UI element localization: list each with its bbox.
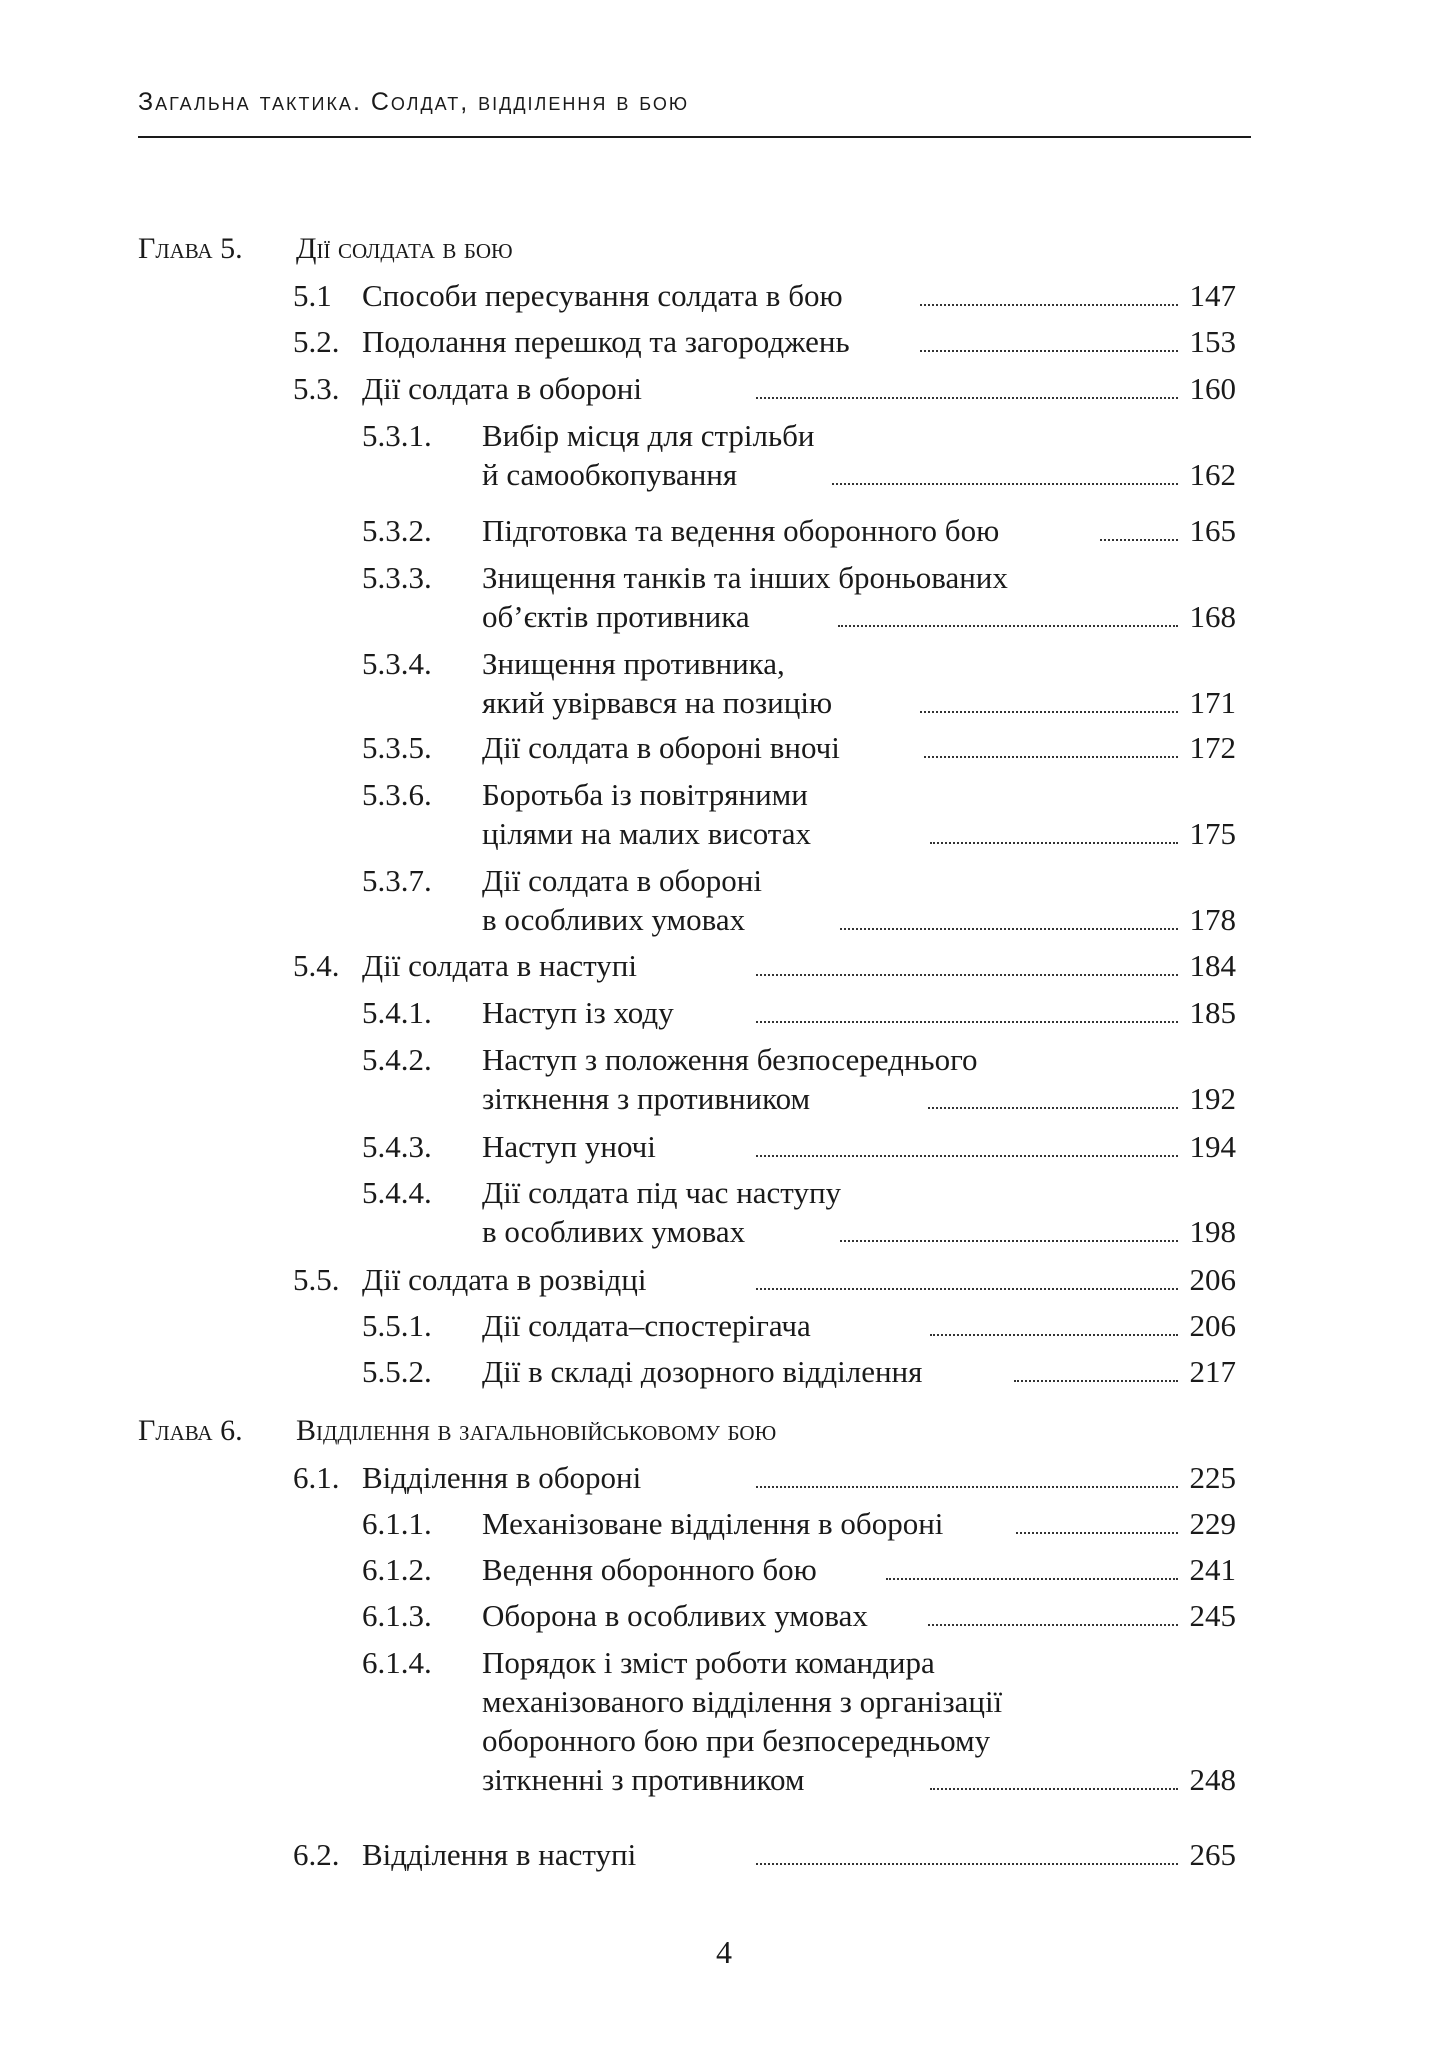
toc-entry-number: 5.3.7. xyxy=(362,863,432,898)
toc-entry-number: 5.3.5. xyxy=(362,730,432,765)
toc-entry-page: 241 xyxy=(1189,1552,1236,1587)
toc-entry-number: 5.4.1. xyxy=(362,995,432,1030)
toc-entry-page: 165 xyxy=(1189,513,1236,548)
toc-entry-page: 184 xyxy=(1189,948,1236,983)
toc-entry-title xyxy=(362,1260,646,1299)
toc-entry-number: 5.5.2. xyxy=(362,1354,432,1389)
toc-entry-title xyxy=(362,322,850,361)
toc-entry-page: 160 xyxy=(1189,371,1236,406)
toc-entry-page: 175 xyxy=(1189,816,1236,851)
dot-leader xyxy=(1016,1532,1178,1534)
toc-entry-title xyxy=(482,644,832,722)
toc-entry-number: 5.3.6. xyxy=(362,777,432,812)
toc-entry-page: 194 xyxy=(1189,1129,1236,1164)
toc-entry-title-line: Дії солдата–спостерігача xyxy=(482,1308,811,1343)
running-header: Загальна тактика. Солдат, відділення в бою xyxy=(138,88,690,116)
dot-leader xyxy=(928,1624,1178,1626)
dot-leader xyxy=(756,1155,1178,1157)
toc-entry-page: 172 xyxy=(1189,730,1236,765)
toc-entry-title-line: Наступ уночі xyxy=(482,1129,656,1164)
dot-leader xyxy=(924,756,1178,758)
toc-entry-title-line: об’єктів противника xyxy=(482,599,750,634)
dot-leader xyxy=(756,1486,1178,1488)
toc-entry-title-line: Дії солдата в обороні xyxy=(482,863,762,898)
toc-entry-title-line: Наступ з положення безпосереднього xyxy=(482,1042,978,1077)
toc-entry-title-line: Ведення оборонного бою xyxy=(482,1552,817,1587)
dot-leader xyxy=(838,625,1178,627)
toc-entry-number: 6.2. xyxy=(293,1837,340,1872)
dot-leader xyxy=(920,711,1178,713)
dot-leader xyxy=(840,928,1178,930)
toc-entry-number: 5.3.2. xyxy=(362,513,432,548)
toc-entry-title xyxy=(482,1173,841,1251)
toc-entry-number: 5.4. xyxy=(293,948,340,983)
toc-entry-title xyxy=(362,1835,636,1874)
toc-entry-title xyxy=(362,276,843,315)
toc-entry-title-line: Дії солдата в обороні вночі xyxy=(482,730,840,765)
toc-entry-title xyxy=(482,1596,868,1635)
chapter-label: Глава 6. xyxy=(138,1414,243,1447)
toc-entry-title xyxy=(482,1643,1002,1799)
toc-entry-number: 5.3.1. xyxy=(362,418,432,453)
toc-entry-title xyxy=(482,416,815,494)
dot-leader xyxy=(886,1578,1178,1580)
toc-entry-title xyxy=(482,511,999,550)
toc-entry-number: 5.4.3. xyxy=(362,1129,432,1164)
toc-entry-title-line: Порядок і зміст роботи командира xyxy=(482,1645,935,1680)
toc-entry-page: 192 xyxy=(1189,1081,1236,1116)
toc-entry-page: 153 xyxy=(1189,324,1236,359)
page-number: 4 xyxy=(716,1934,732,1970)
toc-entry-page: 248 xyxy=(1189,1762,1236,1797)
toc-entry-number: 5.3. xyxy=(293,371,340,406)
dot-leader xyxy=(920,350,1178,352)
toc-entry-title-line: в особливих умовах xyxy=(482,1214,746,1249)
toc-entry-title-line: в особливих умовах xyxy=(482,902,746,937)
dot-leader xyxy=(756,397,1178,399)
toc-entry-number: 5.4.4. xyxy=(362,1175,432,1210)
toc-entry-title-line: зіткнення з противником xyxy=(482,1081,811,1116)
dot-leader xyxy=(1014,1380,1178,1382)
dot-leader xyxy=(832,483,1178,485)
toc-entry-title-line: й самообкопування xyxy=(482,457,738,492)
toc-entry-title-line: механізованого відділення з організації xyxy=(482,1684,1003,1719)
toc-entry-title-line: Подолання перешкод та загороджень xyxy=(362,324,850,359)
toc-entry-page: 185 xyxy=(1189,995,1236,1030)
toc-entry-title-line: зіткненні з противником xyxy=(482,1762,805,1797)
toc-entry-title xyxy=(482,1306,811,1345)
toc-entry-title-line: Знищення противника, xyxy=(482,646,785,681)
toc-entry-page: 225 xyxy=(1189,1460,1236,1495)
toc-entry-number: 5.5. xyxy=(293,1262,340,1297)
toc-entry-title-line: цілями на малих висотах xyxy=(482,816,811,851)
toc-entry-page: 206 xyxy=(1189,1308,1236,1343)
toc-entry-title-line: Дії солдата в обороні xyxy=(362,371,642,406)
toc-entry-number: 5.1 xyxy=(293,278,332,313)
dot-leader xyxy=(930,842,1178,844)
toc-entry-page: 171 xyxy=(1189,685,1236,720)
toc-entry-number: 5.5.1. xyxy=(362,1308,432,1343)
toc-entry-number: 6.1. xyxy=(293,1460,340,1495)
chapter-title: Дії солдата в бою xyxy=(296,232,513,265)
toc-entry-title xyxy=(482,775,811,853)
toc-entry-page: 168 xyxy=(1189,599,1236,634)
dot-leader xyxy=(756,1288,1178,1290)
toc-entry-page: 147 xyxy=(1189,278,1236,313)
toc-entry-title-line: Відділення в обороні xyxy=(362,1460,642,1495)
toc-entry-number: 6.1.4. xyxy=(362,1645,432,1680)
dot-leader xyxy=(756,974,1178,976)
dot-leader xyxy=(930,1788,1178,1790)
dot-leader xyxy=(840,1240,1178,1242)
toc-entry-title-line: Дії солдата в розвідці xyxy=(362,1262,647,1297)
toc-entry-title-line: Способи пересування солдата в бою xyxy=(362,278,843,313)
toc-entry-number: 5.3.4. xyxy=(362,646,432,681)
toc-entry-title xyxy=(482,1040,978,1118)
toc-entry-page: 162 xyxy=(1189,457,1236,492)
toc-entry-title-line: Підготовка та ведення оборонного бою xyxy=(482,513,1000,548)
toc-entry-title xyxy=(482,993,674,1032)
toc-entry-title-line: Дії в складі дозорного відділення xyxy=(482,1354,923,1389)
dot-leader xyxy=(1100,539,1178,541)
dot-leader xyxy=(928,1107,1178,1109)
toc-entry-title-line: Дії солдата під час наступу xyxy=(482,1175,842,1210)
toc-entry-title-line: Вибір місця для стрільби xyxy=(482,418,815,453)
toc-entry-page: 245 xyxy=(1189,1598,1236,1633)
toc-entry-title xyxy=(482,1550,817,1589)
toc-entry-title xyxy=(482,1352,922,1391)
dot-leader xyxy=(756,1863,1178,1865)
toc-entry-title xyxy=(482,728,840,767)
toc-entry-title-line: Оборона в особливих умовах xyxy=(482,1598,868,1633)
toc-entry-number: 6.1.3. xyxy=(362,1598,432,1633)
toc-entry-title-line: Відділення в наступі xyxy=(362,1837,637,1872)
toc-entry-title xyxy=(482,861,762,939)
toc-entry-title xyxy=(362,369,642,408)
toc-entry-title xyxy=(362,946,637,985)
toc-entry-number: 6.1.1. xyxy=(362,1506,432,1541)
toc-entry-title xyxy=(482,1504,943,1543)
toc-entry-number: 5.4.2. xyxy=(362,1042,432,1077)
dot-leader xyxy=(756,1021,1178,1023)
toc-entry-title xyxy=(362,1458,641,1497)
toc-entry-page: 265 xyxy=(1189,1837,1236,1872)
dot-leader xyxy=(920,304,1178,306)
toc-entry-page: 178 xyxy=(1189,902,1236,937)
toc-entry-title xyxy=(482,1127,656,1166)
toc-entry-page: 198 xyxy=(1189,1214,1236,1249)
toc-entry-number: 5.2. xyxy=(293,324,340,359)
toc-entry-title-line: Дії солдата в наступі xyxy=(362,948,637,983)
toc-entry-title-line: Боротьба із повітряними xyxy=(482,777,808,812)
chapter-title: Відділення в загальновійськовому бою xyxy=(296,1414,777,1447)
toc-entry-title-line: Знищення танків та інших броньованих xyxy=(482,560,1008,595)
toc-entry-page: 217 xyxy=(1189,1354,1236,1389)
chapter-label: Глава 5. xyxy=(138,232,243,265)
toc-entry-title-line: який увірвався на позицію xyxy=(482,685,833,720)
toc-entry-number: 6.1.2. xyxy=(362,1552,432,1587)
toc-entry-number: 5.3.3. xyxy=(362,560,432,595)
toc-entry-title-line: оборонного бою при безпосередньому xyxy=(482,1723,991,1758)
toc-entry-page: 206 xyxy=(1189,1262,1236,1297)
toc-entry-title-line: Механізоване відділення в обороні xyxy=(482,1506,944,1541)
toc-entry-title-line: Наступ із ходу xyxy=(482,995,674,1030)
toc-entry-page: 229 xyxy=(1189,1506,1236,1541)
dot-leader xyxy=(930,1334,1178,1336)
